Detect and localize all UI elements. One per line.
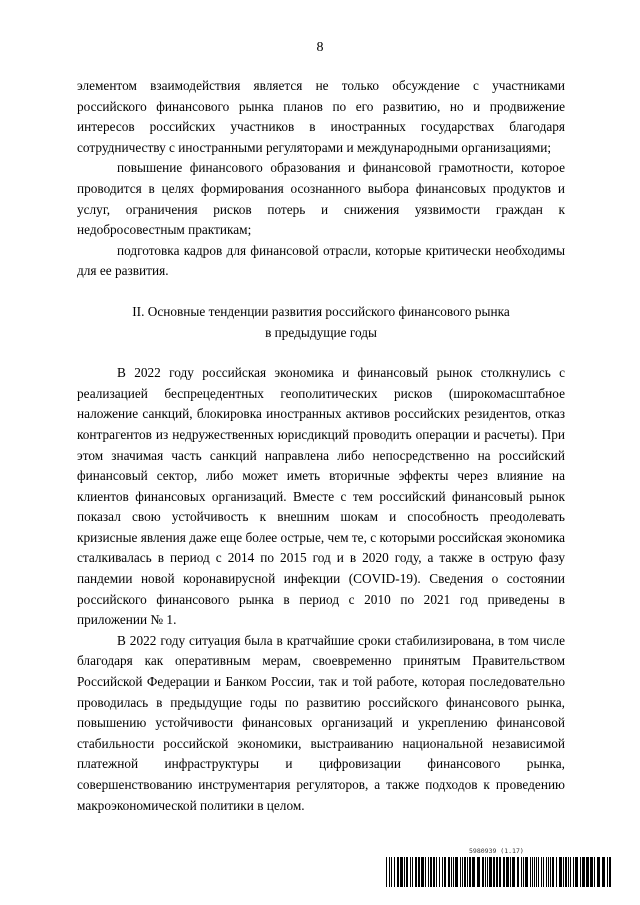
document-body <box>77 76 565 816</box>
paragraph: В 2022 году ситуация была в кратчайшие сроки стабилизирована, в том числе благодаря как оперативным мерам, своевременно принятым Правительством Российской Федерации и Банком России, так и той работе, которая последовательно проводилась в предыдущие годы по развитию российского финансового рынка, повышению устойчивости финансовых организаций и укреплению финансовой стабильности российской экономики, выстраиванию национальной независимой платежной инфраструктуры и цифровизации финансового рынка, совершенствованию инструментария регуляторов, а также подходов к проведению макроэкономической политики в целом. <box>77 632 565 813</box>
document-barcode-stamp <box>386 847 612 887</box>
section-heading-line: в предыдущие годы <box>265 324 377 340</box>
page-number: 8 <box>316 40 324 55</box>
paragraph: подготовка кадров для финансовой отрасли, которые критически необходимы для ее развития. <box>77 242 565 279</box>
section-heading <box>77 302 565 343</box>
paragraph: повышение финансового образования и финансовой грамотности, которое проводится в целях формирования осознанного выбора финансовых продуктов и услуг, ограничения рисков потерь и снижения уязвимости граждан к недобросовестным практикам; <box>77 160 565 238</box>
barcode-label: 5980939 (1.17) <box>469 847 524 855</box>
barcode-icon <box>386 857 612 887</box>
paragraph: В 2022 году российская экономика и финансовый рынок столкнулись с реализацией беспрецедентных геополитических рисков (широкомасштабное наложение санкций, блокировка иностранных активов российских резидентов, отказ контрагентов из недружественных юрисдикций проводить операции и расчеты). При этом значимая часть санкций направлена либо непосредственно на российский финансовый сектор, либо может иметь вторичные эффекты через влияние на клиентов финансовых организаций. Вместе с тем российский финансовый рынок показал свою устойчивость к внешним шокам и способность преодолевать кризисные явления даже еще более острые, чем те, с которыми российская экономика сталкивалась в период с 2014 по 2015 год и в 2020 году, а также в острую фазу пандемии новой коронавирусной инфекции (COVID-19). Сведения о состоянии российского финансового рынка в период с 2010 по 2021 год приведены в приложении № 1. <box>77 365 565 628</box>
paragraph: элементом взаимодействия является не только обсуждение с участниками российского финансового рынка планов по его развитию, но и продвижение интересов российских участников в иностранных государствах благодаря сотрудничеству с иностранными регуляторами и международными организациями; <box>77 78 565 155</box>
section-heading-line: II. Основные тенденции развития российского финансового рынка <box>132 303 510 319</box>
